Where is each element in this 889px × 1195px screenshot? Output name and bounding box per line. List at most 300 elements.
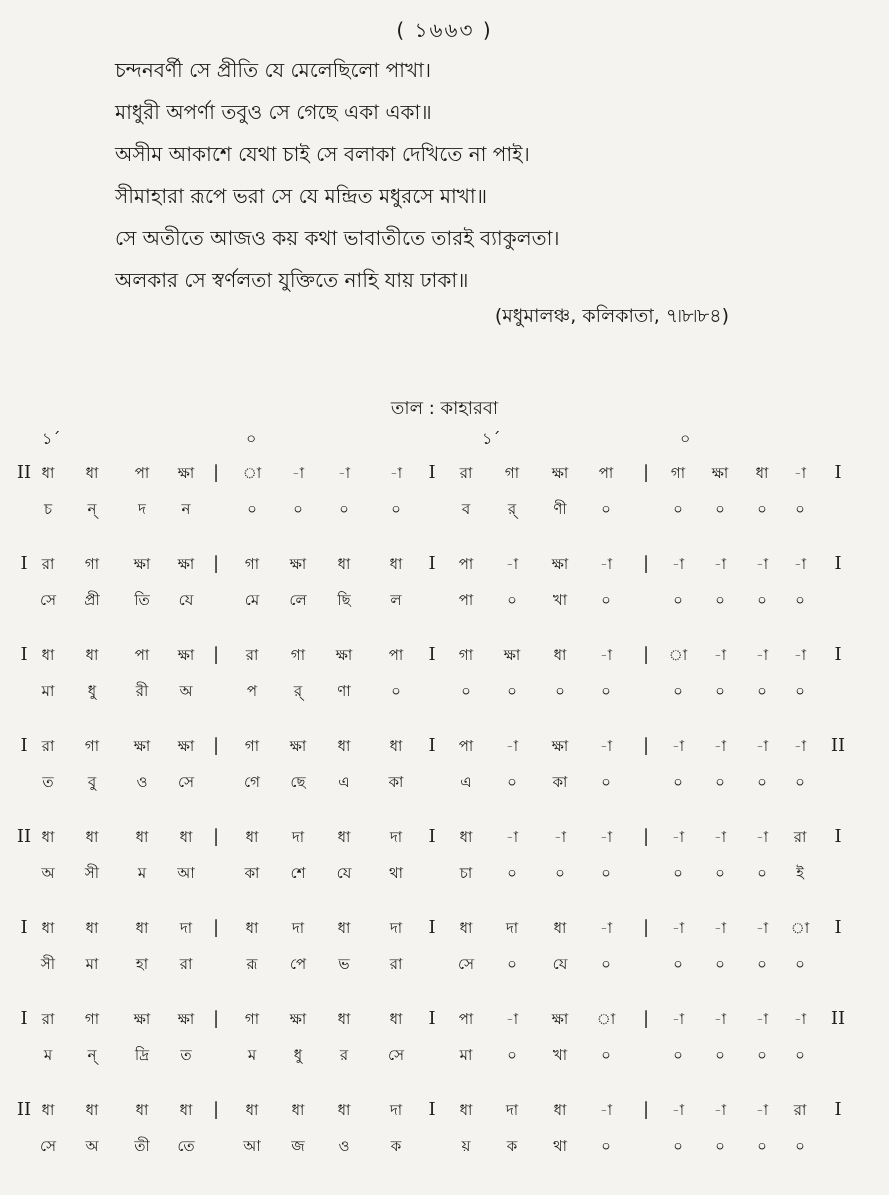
lyric-syllable: ০ bbox=[795, 955, 805, 973]
swara-note: ধা bbox=[245, 919, 259, 937]
lyric-syllable-row bbox=[0, 589, 889, 615]
bar-line: I bbox=[834, 553, 842, 574]
swara-note: ধা bbox=[135, 919, 149, 937]
swara-note: ক্ষা bbox=[177, 646, 195, 664]
bar-line: II bbox=[16, 1099, 32, 1120]
lyric-syllable: ০ bbox=[601, 955, 611, 973]
swara-note: ক্ষা bbox=[711, 464, 729, 482]
lyric-syllable: ধু bbox=[87, 682, 97, 700]
bar-line: | bbox=[212, 553, 220, 574]
bar-line: I bbox=[834, 826, 842, 847]
lyric-syllable: ০ bbox=[601, 1137, 611, 1155]
bar-line: | bbox=[642, 1099, 650, 1120]
swara-note: ধা bbox=[553, 1101, 567, 1119]
swara-note: দা bbox=[389, 1101, 403, 1119]
swara-note: পা bbox=[134, 464, 150, 482]
lyric-syllable: ০ bbox=[715, 500, 725, 518]
lyric-syllable: সী bbox=[84, 864, 100, 882]
swara-note: -া bbox=[713, 1010, 727, 1028]
swara-note: ধা bbox=[389, 737, 403, 755]
swara-note: রা bbox=[41, 737, 55, 755]
lyric-syllable: ০ bbox=[601, 682, 611, 700]
lyric-syllable: অ bbox=[179, 682, 193, 700]
lyric-syllable: কা bbox=[388, 773, 404, 791]
lyric-syllable: ও bbox=[338, 1137, 350, 1155]
swara-note: ক্ষা bbox=[289, 737, 307, 755]
beat-marker-row bbox=[0, 426, 889, 450]
lyric-syllable: ০ bbox=[507, 864, 517, 882]
lyric-syllable: য় bbox=[461, 1137, 471, 1155]
lyric-syllable-row bbox=[0, 862, 889, 888]
lyric-syllable: কা bbox=[244, 864, 260, 882]
lyric-syllable: ০ bbox=[673, 773, 683, 791]
swara-note: পা bbox=[458, 737, 474, 755]
lyric-syllable: ল bbox=[390, 591, 402, 609]
lyric-syllable: লে bbox=[289, 591, 307, 609]
lyric-syllable: ০ bbox=[673, 1137, 683, 1155]
lyric-syllable: ০ bbox=[795, 773, 805, 791]
bar-line: I bbox=[834, 917, 842, 938]
swara-note: গা bbox=[244, 555, 260, 573]
swara-row bbox=[0, 735, 889, 761]
swara-note: -া bbox=[793, 646, 807, 664]
lyric-syllable: রূ bbox=[246, 955, 258, 973]
lyric-syllable: আ bbox=[243, 1137, 261, 1155]
bar-line: II bbox=[16, 826, 32, 847]
lyric-syllable: ০ bbox=[461, 682, 471, 700]
swara-note: া bbox=[790, 919, 810, 937]
lyric-syllable: ০ bbox=[715, 1046, 725, 1064]
bar-line: | bbox=[642, 553, 650, 574]
swara-note: ধা bbox=[41, 828, 55, 846]
swara-note: ধা bbox=[41, 646, 55, 664]
lyric-syllable: ন bbox=[181, 500, 191, 518]
lyric-line: চন্দনবর্ণী সে প্রীতি যে মেলেছিলো পাখা। bbox=[115, 58, 432, 82]
lyric-syllable: ০ bbox=[507, 1046, 517, 1064]
swara-note: গা bbox=[84, 737, 100, 755]
lyric-syllable: ০ bbox=[391, 500, 401, 518]
swara-note: গা bbox=[84, 555, 100, 573]
lyric-syllable: ০ bbox=[757, 864, 767, 882]
swara-note: -া bbox=[755, 646, 769, 664]
lyric-syllable: ম bbox=[247, 1046, 257, 1064]
lyric-syllable: ০ bbox=[673, 1046, 683, 1064]
swara-note: -া bbox=[713, 737, 727, 755]
swara-note: -া bbox=[793, 737, 807, 755]
swara-note: -া bbox=[713, 919, 727, 937]
bar-line: | bbox=[642, 1008, 650, 1029]
lyric-syllable: ০ bbox=[757, 1046, 767, 1064]
swara-note: ধা bbox=[85, 919, 99, 937]
lyric-syllable-row bbox=[0, 1135, 889, 1161]
lyric-syllable: ০ bbox=[715, 955, 725, 973]
lyric-syllable: ০ bbox=[339, 500, 349, 518]
swara-note: ধা bbox=[245, 828, 259, 846]
bar-line: I bbox=[20, 1008, 28, 1029]
swara-note: রা bbox=[245, 646, 259, 664]
lyric-line: সে অতীতে আজও কয় কথা ভাবাতীতে তারই ব্যাকুলতা। bbox=[115, 226, 560, 250]
lyric-syllable: ০ bbox=[601, 500, 611, 518]
swara-note: -া bbox=[671, 828, 685, 846]
swara-note: -া bbox=[755, 828, 769, 846]
swara-note: রা bbox=[793, 1101, 807, 1119]
swara-note: ধা bbox=[135, 828, 149, 846]
swara-note: -া bbox=[671, 1101, 685, 1119]
lyric-syllable: ০ bbox=[293, 500, 303, 518]
beat-marker: ১´ bbox=[482, 429, 501, 448]
lyric-syllable: র bbox=[339, 1046, 349, 1064]
lyric-syllable: পা bbox=[458, 591, 474, 609]
lyric-syllable: দ্রি bbox=[134, 1046, 150, 1064]
swara-note: ক্ষা bbox=[177, 555, 195, 573]
lyric-syllable: ০ bbox=[507, 682, 517, 700]
lyric-syllable: এ bbox=[460, 773, 472, 791]
swara-note: ক্ষা bbox=[177, 737, 195, 755]
swara-note: ক্ষা bbox=[177, 1010, 195, 1028]
lyric-syllable: ন্ bbox=[87, 1046, 97, 1064]
bar-line: II bbox=[830, 735, 846, 756]
lyric-syllable: ০ bbox=[247, 500, 257, 518]
swara-note: ক্ষা bbox=[289, 555, 307, 573]
lyric-syllable: ম bbox=[43, 1046, 53, 1064]
swara-note: -া bbox=[505, 555, 519, 573]
notation-staff bbox=[0, 1008, 889, 1094]
lyric-syllable: ছি bbox=[337, 591, 351, 609]
swara-note: ধা bbox=[459, 828, 473, 846]
bar-line: | bbox=[212, 1099, 220, 1120]
swara-note: দা bbox=[505, 1101, 519, 1119]
swara-note: গা bbox=[244, 1010, 260, 1028]
swara-note: দা bbox=[389, 919, 403, 937]
swara-note: ধা bbox=[85, 464, 99, 482]
swara-note: ধা bbox=[245, 1101, 259, 1119]
lyric-syllable: রা bbox=[179, 955, 193, 973]
lyric-syllable: ণী bbox=[553, 500, 567, 518]
swara-note: ধা bbox=[337, 737, 351, 755]
lyric-syllable: সে bbox=[178, 773, 194, 791]
bar-line: I bbox=[20, 553, 28, 574]
bar-line: I bbox=[428, 1008, 436, 1029]
bar-line: | bbox=[212, 644, 220, 665]
swara-note: পা bbox=[388, 646, 404, 664]
bar-line: I bbox=[428, 826, 436, 847]
lyric-syllable-row bbox=[0, 498, 889, 524]
swara-note: ধা bbox=[389, 555, 403, 573]
swara-note: -া bbox=[599, 737, 613, 755]
swara-note: -া bbox=[505, 1010, 519, 1028]
beat-marker: ০ bbox=[246, 429, 257, 448]
lyric-syllable-row bbox=[0, 953, 889, 979]
taal-heading: তাল : কাহারবা bbox=[390, 398, 499, 419]
lyric-syllable: ম bbox=[137, 864, 147, 882]
swara-note: া bbox=[668, 646, 688, 664]
bar-line: I bbox=[20, 917, 28, 938]
lyric-syllable: সী bbox=[40, 955, 56, 973]
swara-note: ধা bbox=[337, 555, 351, 573]
bar-line: I bbox=[428, 462, 436, 483]
lyric-syllable: ০ bbox=[795, 1137, 805, 1155]
lyric-syllable: পে bbox=[289, 955, 307, 973]
swara-note: ক্ষা bbox=[551, 737, 569, 755]
swara-note: ধা bbox=[85, 646, 99, 664]
swara-note: -া bbox=[599, 555, 613, 573]
notation-staff bbox=[0, 462, 889, 548]
lyric-syllable: সে bbox=[458, 955, 474, 973]
lyric-syllable: ০ bbox=[601, 591, 611, 609]
lyric-syllable: ০ bbox=[555, 682, 565, 700]
bar-line: II bbox=[830, 1008, 846, 1029]
bar-line: I bbox=[428, 735, 436, 756]
swara-note: -া bbox=[671, 919, 685, 937]
lyric-syllable: ০ bbox=[715, 591, 725, 609]
lyric-syllable: তে bbox=[177, 1137, 195, 1155]
notation-staff bbox=[0, 917, 889, 1003]
lyric-syllable: ০ bbox=[673, 500, 683, 518]
lyric-syllable: খা bbox=[552, 1046, 568, 1064]
bar-line: I bbox=[20, 644, 28, 665]
lyric-syllable: চা bbox=[459, 864, 473, 882]
lyric-syllable: ০ bbox=[757, 591, 767, 609]
swara-note: -া bbox=[505, 828, 519, 846]
swara-note: -া bbox=[793, 464, 807, 482]
lyric-syllable: হা bbox=[135, 955, 149, 973]
swara-note: রা bbox=[41, 555, 55, 573]
swara-note: দা bbox=[291, 919, 305, 937]
notation-staff bbox=[0, 553, 889, 639]
beat-marker: ০ bbox=[680, 429, 691, 448]
swara-note: গা bbox=[458, 646, 474, 664]
lyric-syllable: ০ bbox=[715, 1137, 725, 1155]
lyric-syllable: ০ bbox=[715, 773, 725, 791]
swara-note: পা bbox=[458, 1010, 474, 1028]
lyric-syllable: ০ bbox=[757, 500, 767, 518]
bar-line: | bbox=[212, 826, 220, 847]
notation-staff bbox=[0, 735, 889, 821]
swara-note: া bbox=[596, 1010, 616, 1028]
lyric-syllable: ধু bbox=[293, 1046, 303, 1064]
lyric-syllable: ০ bbox=[715, 682, 725, 700]
lyric-syllable-row bbox=[0, 1044, 889, 1070]
swara-note: -া bbox=[755, 737, 769, 755]
lyric-syllable: ০ bbox=[601, 864, 611, 882]
lyric-syllable: ০ bbox=[507, 773, 517, 791]
beat-marker: ১´ bbox=[42, 429, 61, 448]
lyric-syllable: ও bbox=[136, 773, 148, 791]
swara-note: ক্ষা bbox=[551, 1010, 569, 1028]
lyric-syllable: অ bbox=[41, 864, 55, 882]
swara-note: ধা bbox=[135, 1101, 149, 1119]
swara-note: -া bbox=[553, 828, 567, 846]
swara-note: -া bbox=[755, 555, 769, 573]
swara-note: ধা bbox=[553, 919, 567, 937]
notation-staff bbox=[0, 644, 889, 730]
lyric-syllable: ব bbox=[461, 500, 471, 518]
swara-row bbox=[0, 553, 889, 579]
swara-row bbox=[0, 826, 889, 852]
lyric-syllable: যে bbox=[552, 955, 568, 973]
lyric-syllable: ০ bbox=[757, 682, 767, 700]
swara-note: ক্ষা bbox=[177, 464, 195, 482]
swara-note: -া bbox=[713, 555, 727, 573]
lyric-syllable: ০ bbox=[673, 682, 683, 700]
lyrics-block bbox=[115, 60, 835, 312]
swara-note: ধা bbox=[459, 1101, 473, 1119]
swara-note: -া bbox=[671, 1010, 685, 1028]
swara-note: -া bbox=[713, 1101, 727, 1119]
lyric-syllable-row bbox=[0, 771, 889, 797]
swara-note: -া bbox=[793, 1010, 807, 1028]
swara-note: দা bbox=[179, 919, 193, 937]
lyric-syllable-row bbox=[0, 680, 889, 706]
notation-staff bbox=[0, 1099, 889, 1185]
lyric-syllable: সে bbox=[40, 1137, 56, 1155]
swara-row bbox=[0, 462, 889, 488]
swara-note: ধা bbox=[337, 828, 351, 846]
lyric-line: সীমাহারা রূপে ভরা সে যে মন্দ্রিত মধুরসে মাখা॥ bbox=[115, 184, 488, 208]
lyric-syllable: থা bbox=[388, 864, 404, 882]
swara-note: রা bbox=[793, 828, 807, 846]
bar-line: I bbox=[428, 644, 436, 665]
swara-row bbox=[0, 917, 889, 943]
swara-note: -া bbox=[599, 646, 613, 664]
lyric-syllable: ০ bbox=[757, 1137, 767, 1155]
swara-note: ধা bbox=[179, 828, 193, 846]
lyric-syllable: তি bbox=[134, 591, 150, 609]
swara-note: ধা bbox=[337, 919, 351, 937]
swara-note: ধা bbox=[337, 1010, 351, 1028]
bar-line: | bbox=[642, 917, 650, 938]
swara-note: ধা bbox=[755, 464, 769, 482]
lyric-syllable: চ bbox=[43, 500, 53, 518]
lyric-syllable: যে bbox=[336, 864, 352, 882]
lyric-syllable: ০ bbox=[795, 682, 805, 700]
swara-note: -া bbox=[755, 919, 769, 937]
swara-note: ধা bbox=[291, 1101, 305, 1119]
swara-note: গা bbox=[84, 1010, 100, 1028]
swara-note: -া bbox=[337, 464, 351, 482]
swara-note: -া bbox=[389, 464, 403, 482]
swara-note: গা bbox=[504, 464, 520, 482]
lyric-syllable: ০ bbox=[673, 591, 683, 609]
swara-note: দা bbox=[505, 919, 519, 937]
lyric-syllable: ত bbox=[42, 773, 54, 791]
bar-line: I bbox=[20, 735, 28, 756]
lyric-syllable: ০ bbox=[555, 864, 565, 882]
lyric-syllable: ০ bbox=[601, 773, 611, 791]
lyric-line: অসীম আকাশে যেথা চাই সে বলাকা দেখিতে না পাই। bbox=[115, 142, 530, 166]
lyric-syllable: মা bbox=[459, 1046, 473, 1064]
swara-note: রা bbox=[41, 1010, 55, 1028]
bar-line: | bbox=[212, 462, 220, 483]
swara-row bbox=[0, 644, 889, 670]
lyric-syllable: সে bbox=[40, 591, 56, 609]
lyric-syllable: প bbox=[246, 682, 258, 700]
swara-note: -া bbox=[291, 464, 305, 482]
lyric-syllable: গে bbox=[244, 773, 260, 791]
lyric-syllable: শে bbox=[290, 864, 306, 882]
bar-line: | bbox=[642, 462, 650, 483]
lyric-syllable: থা bbox=[552, 1137, 568, 1155]
swara-note: ধা bbox=[41, 919, 55, 937]
swara-note: ধা bbox=[179, 1101, 193, 1119]
lyric-syllable: ত bbox=[180, 1046, 192, 1064]
lyric-syllable: ভ bbox=[338, 955, 350, 973]
swara-note: ধা bbox=[553, 646, 567, 664]
lyric-line: অলকার সে স্বর্ণলতা যুক্তিতে নাহি যায় ঢাকা॥ bbox=[115, 268, 469, 292]
lyric-syllable: বু bbox=[87, 773, 97, 791]
lyric-syllable: জ bbox=[291, 1137, 305, 1155]
swara-note: পা bbox=[598, 464, 614, 482]
lyric-syllable: কা bbox=[552, 773, 568, 791]
lyric-syllable: ছে bbox=[290, 773, 306, 791]
lyric-syllable: র্ bbox=[293, 682, 303, 700]
bar-line: I bbox=[428, 1099, 436, 1120]
bar-line: | bbox=[212, 917, 220, 938]
swara-note: -া bbox=[755, 1101, 769, 1119]
swara-note: ধা bbox=[389, 1010, 403, 1028]
swara-note: -া bbox=[505, 737, 519, 755]
lyric-syllable: ০ bbox=[507, 591, 517, 609]
swara-note: ধা bbox=[85, 1101, 99, 1119]
swara-note: ধা bbox=[85, 828, 99, 846]
swara-note: ধা bbox=[337, 1101, 351, 1119]
bar-line: I bbox=[834, 1099, 842, 1120]
swara-note: ক্ষা bbox=[133, 555, 151, 573]
swara-note: দা bbox=[389, 828, 403, 846]
lyric-syllable: খা bbox=[552, 591, 568, 609]
lyric-syllable: ০ bbox=[673, 955, 683, 973]
bar-line: I bbox=[428, 917, 436, 938]
lyric-syllable: ০ bbox=[757, 773, 767, 791]
lyric-syllable: র্ bbox=[507, 500, 517, 518]
swara-note: া bbox=[242, 464, 262, 482]
lyric-syllable: যে bbox=[178, 591, 194, 609]
swara-note: ধা bbox=[41, 464, 55, 482]
swara-row bbox=[0, 1099, 889, 1125]
swara-note: -া bbox=[671, 555, 685, 573]
lyric-syllable: দ bbox=[138, 500, 146, 518]
bar-line: I bbox=[834, 644, 842, 665]
swara-note: -া bbox=[713, 646, 727, 664]
swara-note: ক্ষা bbox=[551, 555, 569, 573]
lyric-syllable: সে bbox=[388, 1046, 404, 1064]
swara-note: ক্ষা bbox=[503, 646, 521, 664]
lyric-syllable: অ bbox=[85, 1137, 99, 1155]
bar-line: I bbox=[834, 462, 842, 483]
swara-note: -া bbox=[793, 555, 807, 573]
lyric-syllable: আ bbox=[177, 864, 195, 882]
swara-note: -া bbox=[599, 919, 613, 937]
lyric-syllable: ণা bbox=[337, 682, 351, 700]
notation-staff bbox=[0, 826, 889, 912]
lyric-syllable: ন্ bbox=[87, 500, 97, 518]
swara-note: -া bbox=[599, 828, 613, 846]
lyric-syllable: তী bbox=[134, 1137, 150, 1155]
swara-note: গা bbox=[244, 737, 260, 755]
lyric-syllable: ০ bbox=[795, 591, 805, 609]
lyric-syllable: প্রী bbox=[84, 591, 100, 609]
lyric-syllable: মে bbox=[244, 591, 260, 609]
swara-note: ক্ষা bbox=[133, 1010, 151, 1028]
swara-note: -া bbox=[599, 1101, 613, 1119]
swara-note: গা bbox=[670, 464, 686, 482]
lyric-syllable: ০ bbox=[715, 864, 725, 882]
bar-line: | bbox=[642, 735, 650, 756]
swara-note: পা bbox=[134, 646, 150, 664]
lyric-syllable: মা bbox=[85, 955, 99, 973]
lyric-syllable: ক bbox=[390, 1137, 402, 1155]
swara-note: ধা bbox=[41, 1101, 55, 1119]
